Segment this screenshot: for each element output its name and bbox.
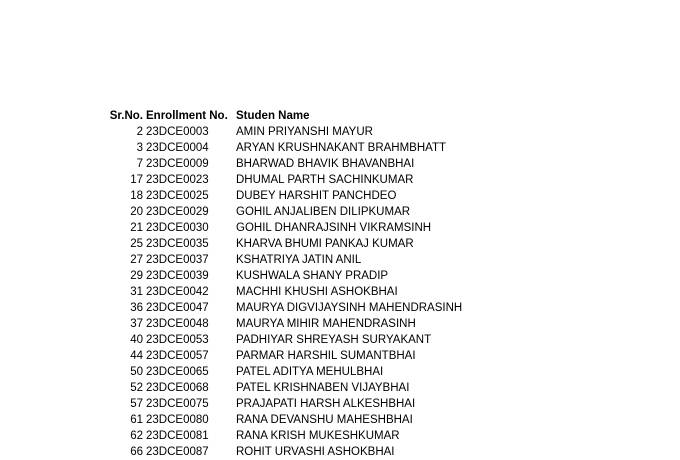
enrollment-cell: 23DCE0009 [146, 158, 209, 170]
enrollment-cell: 23DCE0048 [146, 318, 209, 330]
student-name-cell: AMIN PRIYANSHI MAYUR [236, 126, 373, 138]
table-row [0, 300, 680, 316]
enrollment-cell: 23DCE0025 [146, 190, 209, 202]
table-row [0, 124, 680, 140]
table-row [0, 204, 680, 220]
table-row [0, 252, 680, 268]
table-row [0, 156, 680, 172]
enrollment-cell: 23DCE0065 [146, 366, 209, 378]
table-row [0, 236, 680, 252]
table-row [0, 332, 680, 348]
enrollment-cell: 23DCE0057 [146, 350, 209, 362]
sr-no-cell: 3 [136, 142, 143, 154]
enrollment-cell: 23DCE0075 [146, 398, 209, 410]
sr-no-cell: 17 [130, 174, 143, 186]
sr-no-cell: 66 [130, 446, 143, 458]
enrollment-cell: 23DCE0029 [146, 206, 209, 218]
sr-no-cell: 27 [130, 254, 143, 266]
table-row [0, 428, 680, 444]
student-name-cell: KUSHWALA SHANY PRADIP [236, 270, 389, 282]
student-name-cell: GOHIL DHANRAJSINH VIKRAMSINH [236, 222, 432, 234]
enrollment-cell: 23DCE0053 [146, 334, 209, 346]
table-row [0, 412, 680, 428]
sr-no-cell: 36 [130, 302, 143, 314]
student-name-cell: RANA KRISH MUKESHKUMAR [236, 430, 400, 442]
table-row [0, 172, 680, 188]
table-row [0, 444, 680, 460]
student-name-cell: BHARWAD BHAVIK BHAVANBHAI [236, 158, 415, 170]
student-name-cell: PRAJAPATI HARSH ALKESHBHAI [236, 398, 416, 410]
enrollment-cell: 23DCE0047 [146, 302, 209, 314]
enrollment-cell: 23DCE0068 [146, 382, 209, 394]
table-body [0, 124, 680, 460]
student-name-cell: PATEL ADITYA MEHULBHAI [236, 366, 384, 378]
header-sr-no: Sr.No. [109, 110, 143, 122]
student-name-cell: KSHATRIYA JATIN ANIL [236, 254, 362, 266]
table-row [0, 316, 680, 332]
student-name-cell: GOHIL ANJALIBEN DILIPKUMAR [236, 206, 411, 218]
table-header-row [0, 108, 680, 124]
student-name-cell: PATEL KRISHNABEN VIJAYBHAI [236, 382, 410, 394]
sr-no-cell: 18 [130, 190, 143, 202]
table-row [0, 348, 680, 364]
table-row [0, 268, 680, 284]
sr-no-cell: 44 [130, 350, 143, 362]
student-name-cell: PADHIYAR SHREYASH SURYAKANT [236, 334, 432, 346]
student-name-cell: DHUMAL PARTH SACHINKUMAR [236, 174, 414, 186]
sr-no-cell: 52 [130, 382, 143, 394]
enrollment-cell: 23DCE0081 [146, 430, 209, 442]
student-name-cell: MAURYA DIGVIJAYSINH MAHENDRASINH [236, 302, 463, 314]
enrollment-cell: 23DCE0003 [146, 126, 209, 138]
enrollment-cell: 23DCE0042 [146, 286, 209, 298]
enrollment-cell: 23DCE0023 [146, 174, 209, 186]
student-name-cell: PARMAR HARSHIL SUMANTBHAI [236, 350, 416, 362]
enrollment-cell: 23DCE0037 [146, 254, 209, 266]
table-row [0, 380, 680, 396]
sr-no-cell: 61 [130, 414, 143, 426]
sr-no-cell: 7 [136, 158, 143, 170]
student-name-cell: MACHHI KHUSHI ASHOKBHAI [236, 286, 398, 298]
header-enrollment-no: Enrollment No. [146, 110, 228, 122]
sr-no-cell: 20 [130, 206, 143, 218]
student-name-cell: MAURYA MIHIR MAHENDRASINH [236, 318, 416, 330]
student-name-cell: DUBEY HARSHIT PANCHDEO [236, 190, 397, 202]
enrollment-cell: 23DCE0004 [146, 142, 209, 154]
table-row [0, 188, 680, 204]
sr-no-cell: 57 [130, 398, 143, 410]
sr-no-cell: 62 [130, 430, 143, 442]
sr-no-cell: 31 [130, 286, 143, 298]
enrollment-cell: 23DCE0039 [146, 270, 209, 282]
table-row [0, 284, 680, 300]
sr-no-cell: 37 [130, 318, 143, 330]
student-name-cell: ARYAN KRUSHNAKANT BRAHMBHATT [236, 142, 447, 154]
table-row [0, 220, 680, 236]
student-name-cell: KHARVA BHUMI PANKAJ KUMAR [236, 238, 414, 250]
table-row [0, 396, 680, 412]
table-row [0, 140, 680, 156]
header-student-name: Studen Name [236, 110, 310, 122]
enrollment-cell: 23DCE0035 [146, 238, 209, 250]
student-table [0, 108, 680, 460]
sr-no-cell: 40 [130, 334, 143, 346]
enrollment-cell: 23DCE0030 [146, 222, 209, 234]
enrollment-cell: 23DCE0087 [146, 446, 209, 458]
sr-no-cell: 50 [130, 366, 143, 378]
student-name-cell: RANA DEVANSHU MAHESHBHAI [236, 414, 413, 426]
enrollment-cell: 23DCE0080 [146, 414, 209, 426]
sr-no-cell: 29 [130, 270, 143, 282]
sr-no-cell: 21 [130, 222, 143, 234]
table-row [0, 364, 680, 380]
sr-no-cell: 25 [130, 238, 143, 250]
student-name-cell: ROHIT URVASHI ASHOKBHAI [236, 446, 395, 458]
sr-no-cell: 2 [136, 126, 143, 138]
